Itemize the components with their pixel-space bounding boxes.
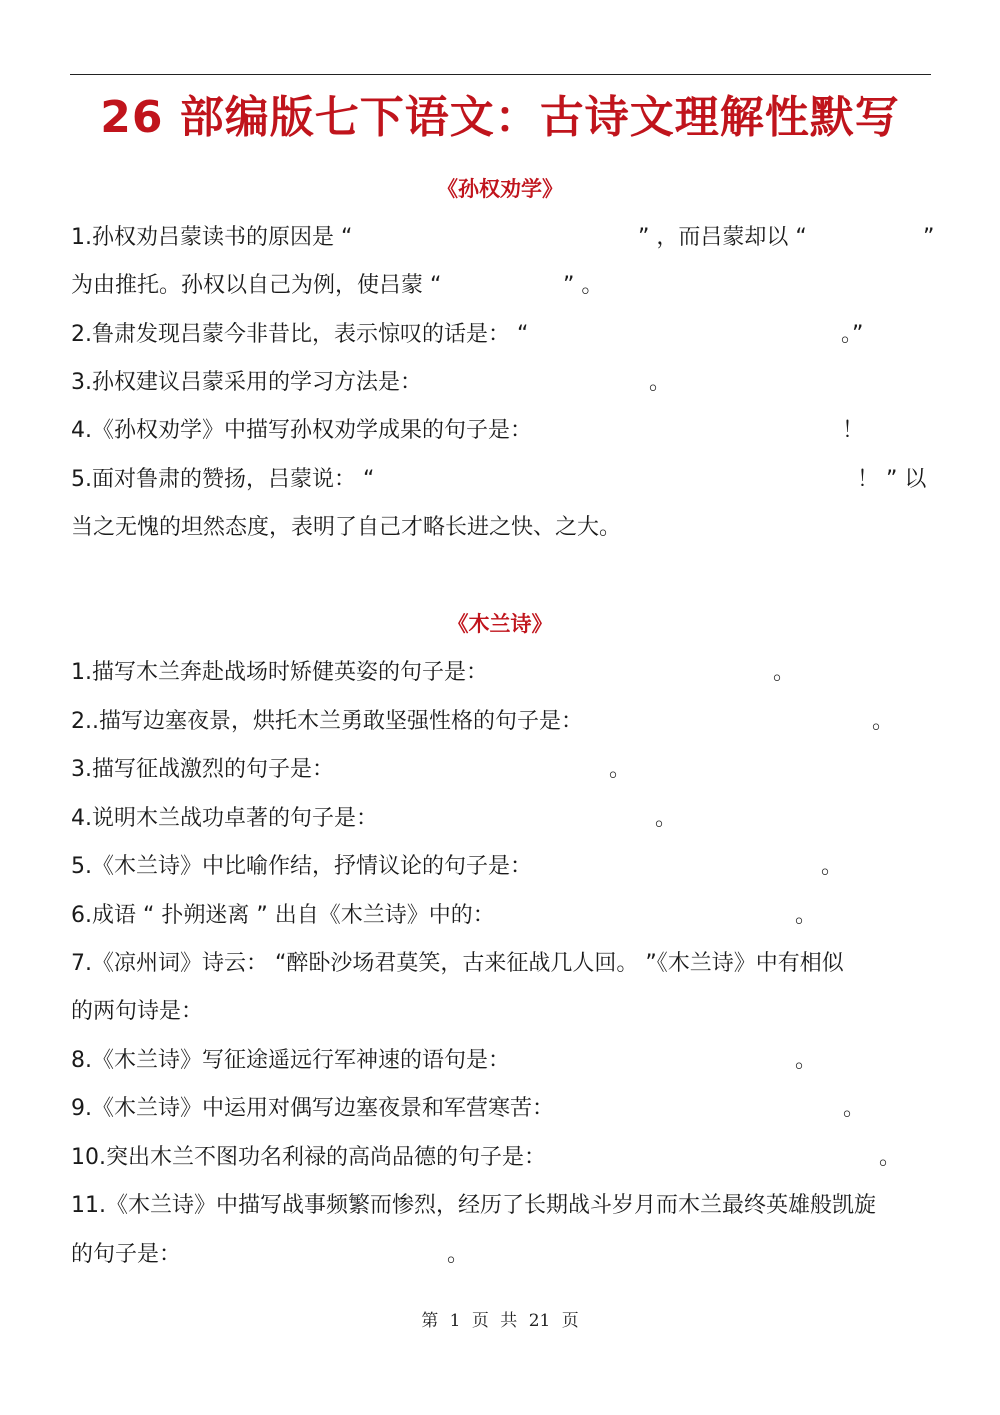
question-line xyxy=(71,849,931,885)
section-title-sun-quan: 《孙权劝学》 xyxy=(437,177,563,201)
question-line xyxy=(71,1091,931,1127)
question-line xyxy=(71,1237,931,1273)
question-text: 当之无愧的坦然态度，表明了自己才略长进之快、之大。 xyxy=(71,515,622,540)
question-text: 4.说明木兰战功卓著的句子是： xyxy=(71,806,378,831)
question-line xyxy=(71,655,931,691)
page-title: 26 部编版七下语文：古诗文理解性默写 xyxy=(100,92,900,143)
question-line xyxy=(71,317,931,353)
section-title-mulan: 《木兰诗》 xyxy=(447,612,553,636)
question-text: 为由推托。孙权以自己为例，使吕蒙 “ xyxy=(71,273,442,298)
question-line xyxy=(71,898,931,934)
page-number-footer: 第 1 页 共 21 页 xyxy=(421,1311,579,1331)
question-text: ” xyxy=(923,225,935,250)
question-text: 。 xyxy=(872,709,895,734)
question-text: 2..描写边塞夜景，烘托木兰勇敢坚强性格的句子是： xyxy=(71,709,583,734)
top-rule xyxy=(70,74,931,75)
question-line xyxy=(71,462,931,498)
question-text: 4.《孙权劝学》中描写孙权劝学成果的句子是： xyxy=(71,418,532,443)
question-line xyxy=(71,946,931,982)
question-text: 。 xyxy=(649,370,672,395)
question-text: 。 xyxy=(879,1145,902,1170)
question-text: 7.《凉州词》诗云： “醉卧沙场君莫笑，古来征战几人回。 ”《木兰诗》中有相似 xyxy=(71,951,844,976)
question-line xyxy=(71,220,935,256)
question-text: 。” xyxy=(841,322,864,347)
question-text: ” 。 xyxy=(563,273,604,298)
question-text: ！ xyxy=(842,418,865,443)
question-text: 1.孙权劝吕蒙读书的原因是 “ xyxy=(71,225,353,250)
question-text: 10.突出木兰不图功名利禄的高尚品德的句子是： xyxy=(71,1145,546,1170)
question-line xyxy=(71,752,931,788)
question-text: 。 xyxy=(795,1048,818,1073)
question-text: 。 xyxy=(447,1242,470,1267)
question-text: 5.面对鲁肃的赞扬，吕蒙说： “ xyxy=(71,467,375,492)
question-text: 的两句诗是： xyxy=(71,999,204,1024)
question-text: 9.《木兰诗》中运用对偶写边塞夜景和军营寒苦： xyxy=(71,1096,554,1121)
question-text: 6.成语 “ 扑朔迷离 ” 出自《木兰诗》中的： xyxy=(71,903,495,928)
question-text: 3.描写征战激烈的句子是： xyxy=(71,757,334,782)
question-text: 的句子是： xyxy=(71,1242,182,1267)
question-line xyxy=(71,704,931,740)
question-text: 。 xyxy=(843,1096,866,1121)
question-text: 3.孙权建议吕蒙采用的学习方法是： xyxy=(71,370,422,395)
question-line xyxy=(71,1188,931,1224)
question-text: ” ，而吕蒙却以 “ xyxy=(638,225,807,250)
question-line xyxy=(71,413,931,449)
question-line xyxy=(71,510,931,546)
question-text: ！ ” 以 xyxy=(857,467,927,492)
question-text: 8.《木兰诗》写征途遥远行军神速的语句是： xyxy=(71,1048,510,1073)
question-text: 5.《木兰诗》中比喻作结，抒情议论的句子是： xyxy=(71,854,532,879)
question-line xyxy=(71,801,931,837)
question-line xyxy=(71,994,931,1030)
question-line xyxy=(71,268,931,304)
question-line xyxy=(71,365,931,401)
question-text: 2.鲁肃发现吕蒙今非昔比，表示惊叹的话是： “ xyxy=(71,322,529,347)
question-text: 11.《木兰诗》中描写战事频繁而惨烈，经历了长期战斗岁月而木兰最终英雄般凯旋 xyxy=(71,1193,876,1218)
question-text: 。 xyxy=(795,903,818,928)
question-text: 。 xyxy=(609,757,632,782)
question-text: 1.描写木兰奔赴战场时矫健英姿的句子是： xyxy=(71,660,488,685)
question-text: 。 xyxy=(821,854,844,879)
question-text: 。 xyxy=(655,806,678,831)
question-line xyxy=(71,1043,931,1079)
question-line xyxy=(71,1140,931,1176)
question-text: 。 xyxy=(773,660,796,685)
